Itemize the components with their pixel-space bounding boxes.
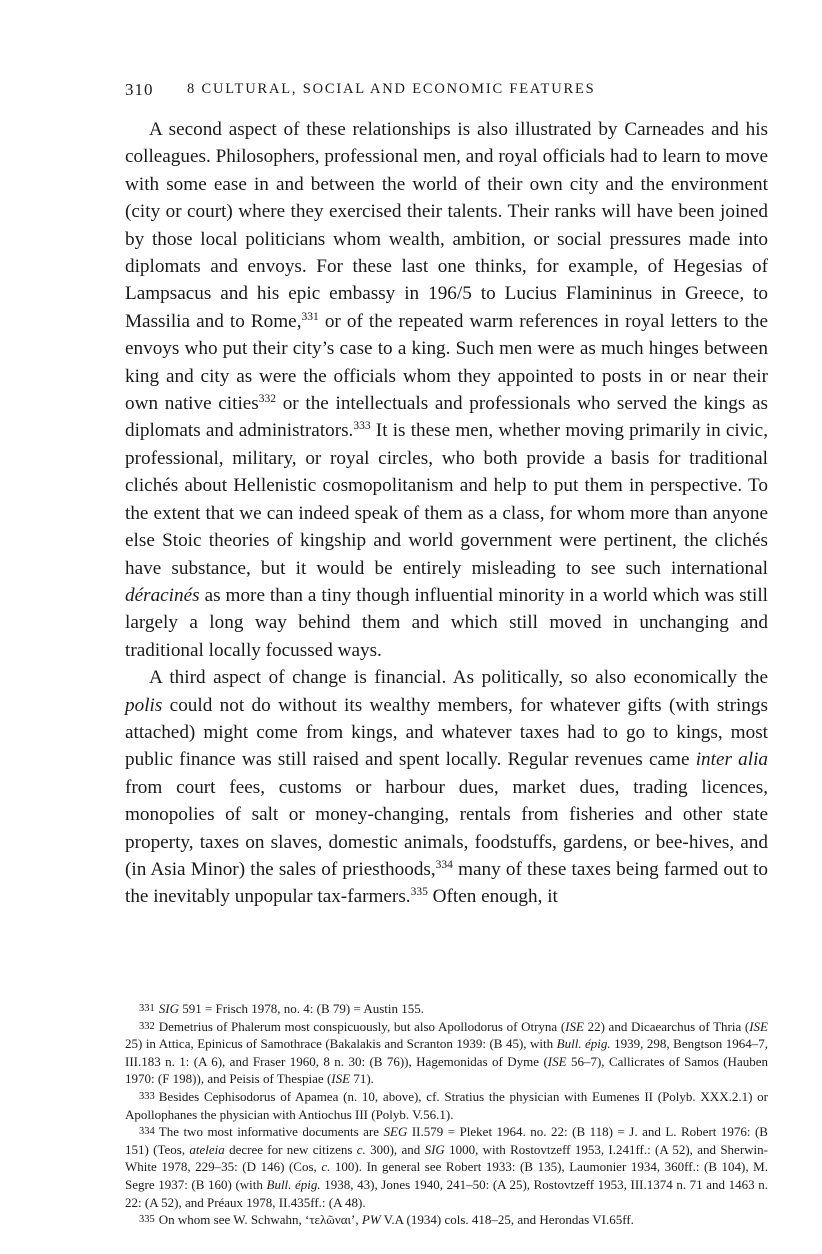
text-run: Often enough, it <box>427 886 558 908</box>
footnote-number: 335 <box>139 1214 155 1226</box>
footnote-number: 334 <box>139 1126 155 1138</box>
text-run: The two most informative documents are <box>158 1124 384 1140</box>
italic-term: Bull. épig. <box>556 1036 611 1052</box>
footnote-ref-335[interactable]: 335 <box>410 886 428 899</box>
footnote-333 <box>125 1088 768 1123</box>
text-run: It is these men, whether moving primarily in civic, professional, military, or royal circles, who both provide a basis for traditional clichés about Hellenistic cosmopolitanism and help to put them in perspective. To the extent that we can indeed speak of them as a class, for whom more than anyone else Stoic theories of kingship and world government were pertinent, the clichés have substance, but it would be entirely misleading to see such international <box>125 420 768 579</box>
italic-term: c. <box>321 1159 331 1175</box>
italic-term: SIG <box>424 1141 445 1157</box>
text-run: 56–7), Callicrates of Samos (Hauben 1970: (F 198)), and Peisis of Thespiae ( <box>125 1053 768 1087</box>
text-run: or the intellectuals and professionals who served the kings as diplomats and administrators. <box>125 393 768 442</box>
text-run: 1938, 43), Jones 1940, 241–50: (A 25), Rostovtzeff 1953, III.1374 n. 71 and 1463 n. 22: (A 52), and Préaux 1978, II.435ff.: (A 48). <box>125 1176 769 1210</box>
text-run: decree for new citizens <box>224 1141 357 1157</box>
text-run: from court fees, customs or harbour dues, market dues, trading licences, monopolies of salt or money-changing, rentals from fisheries and other state property, taxes on slaves, domestic animals, foodstuffs, gardens, or bee-hives, and (in Asia Minor) the sales of priesthoods, <box>125 776 768 880</box>
text-run: 25) in Attica, Epinicus of Samothrace (Bakalakis and Scranton 1939: (B 45), with <box>125 1036 557 1052</box>
footnote-ref-332[interactable]: 332 <box>258 393 277 406</box>
text-run: many of these taxes being farmed out to the inevitably unpopular tax-farmers. <box>125 858 768 908</box>
italic-term: SIG <box>158 1001 179 1016</box>
text-run: A second aspect of these relationships is also illustrated by Carneades and his colleagues. Philosophers, professional men, and royal officials had to learn to move with some ease in and between the world of their own city and the environment (city or court) where they exercised their talents. Their ranks will have been joined by those local politicians whom wealth, ambition, or social pressures made into diplomats and envoys. For these last one thinks, for example, of Hegesias of Lampsacus and his epic embassy in 196/5 to Lucius Flamininus in Greece, to Massilia and to Rome, <box>125 119 768 332</box>
text-run: 71). <box>350 1071 374 1087</box>
footnotes <box>125 1000 768 1229</box>
italic-term: Bull. épig. <box>266 1176 321 1192</box>
footnote-ref-331[interactable]: 331 <box>301 310 319 323</box>
text-run: 1939, 298, Bengtson 1964–7, III.183 n. 1: (A 6), and Fraser 1960, 8 n. 30: (B 76)), Hagemonidas of Dyme ( <box>125 1036 768 1069</box>
italic-term: ISE <box>331 1071 351 1087</box>
text-run: Besides Cephisodorus of Apamea (n. 10, above), cf. Stratius the physician with Eumenes II (Polyb. XXX.2.1) or Apollophanes the physician with Antiochus III (Polyb. V.56.1). <box>125 1088 768 1122</box>
text-run: could not do without its wealthy members, for whatever gifts (with strings attached) might come from kings, and whatever taxes had to go to kings, most public finance was still raised and spent locally. Regular revenues came <box>125 694 768 771</box>
footnote-334 <box>125 1123 768 1211</box>
text-run: II.579 = Pleket 1964. no. 22: (B 118) = J. and L. Robert 1976: (B 151) (Teos, <box>125 1124 768 1157</box>
text-run: or of the repeated warm references in royal letters to the envoys who put their city’s case to a king. Such men were as much hinges between king and city as were the officials whom they appointed to posts in or near their own native cities <box>125 310 768 415</box>
text-run: Demetrius of Phalerum most conspicuously, but also Apollodorus of Otryna ( <box>158 1018 566 1034</box>
text-run: 100). In general see Robert 1933: (B 135), Laumonier 1934, 360ff.: (B 104), M. Segre 1937: (B 160) (with <box>125 1159 768 1192</box>
italic-term: c. <box>356 1141 366 1157</box>
text-run: On whom see W. Schwahn, ‘τελῶναι’, <box>158 1212 362 1228</box>
italic-term: ISE <box>749 1018 768 1034</box>
paragraph-1 <box>125 116 768 664</box>
footnote-number: 333 <box>139 1090 155 1102</box>
page-number: 310 <box>125 80 154 99</box>
text-run: V.A (1934) cols. 418–25, and Herondas VI.65ff. <box>380 1212 634 1228</box>
running-title: 8 CULTURAL, SOCIAL AND ECONOMIC FEATURES <box>187 81 596 97</box>
italic-term: déracinés <box>125 584 200 606</box>
text-run: 591 = Frisch 1978, no. 4: (B 79) = Austin 155. <box>178 1001 425 1016</box>
running-header <box>125 80 765 102</box>
italic-term: inter alia <box>695 749 768 771</box>
italic-term: ISE <box>565 1018 584 1034</box>
footnote-331 <box>125 1000 768 1018</box>
footnote-number: 332 <box>139 1020 155 1032</box>
footnote-number: 331 <box>139 1003 155 1014</box>
text-run: A third aspect of change is financial. As politically, so also economically the <box>149 667 768 689</box>
footnote-332 <box>125 1018 768 1088</box>
text-run: 22) and Dicaearchus of Thria ( <box>583 1018 750 1034</box>
text-run: 300), and <box>365 1141 425 1157</box>
footnote-ref-334[interactable]: 334 <box>435 858 453 871</box>
text-run: as more than a tiny though influential minority in a world which was still largely a long way behind them and which still moved in unchanging and traditional locally focussed ways. <box>125 584 768 661</box>
main-text <box>125 116 768 911</box>
text-run: 1000, with Rostovtzeff 1953, I.241ff.: (A 52), and Sherwin-White 1978, 229–35: (D 146) (Cos, <box>125 1141 768 1175</box>
italic-term: PW <box>361 1212 381 1228</box>
footnote-335 <box>125 1211 768 1229</box>
italic-term: polis <box>125 694 163 716</box>
italic-term: ateleia <box>189 1141 225 1157</box>
italic-term: ISE <box>547 1053 567 1069</box>
paragraph-2 <box>125 664 768 911</box>
footnote-ref-333[interactable]: 333 <box>353 420 371 433</box>
italic-term: SEG <box>383 1124 408 1140</box>
